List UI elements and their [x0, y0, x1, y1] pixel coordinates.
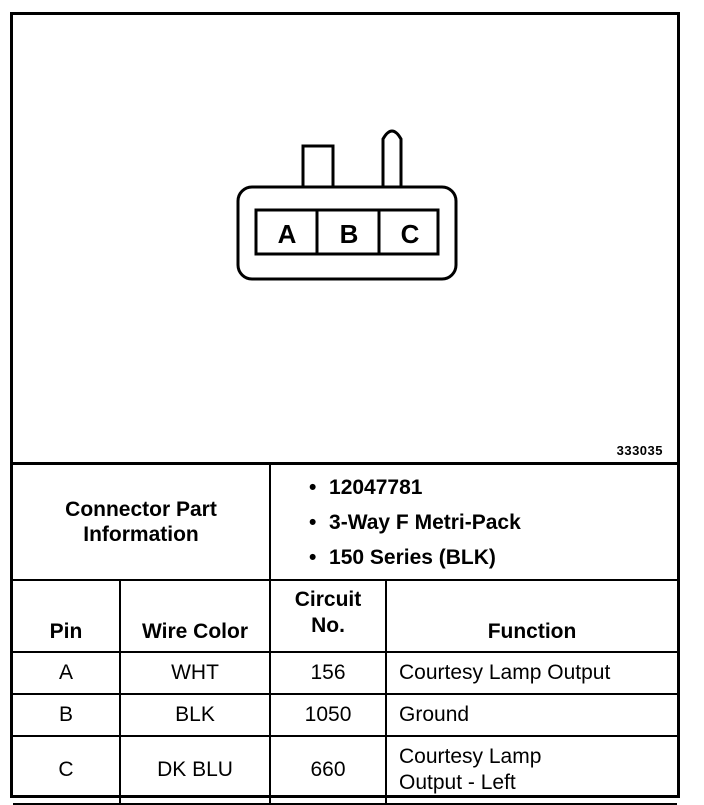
- pin-label-c: C: [400, 219, 420, 249]
- table-row: [13, 694, 677, 736]
- function-cell: [386, 736, 677, 804]
- function-cell-text: Courtesy Lamp Output - Left: [399, 745, 542, 794]
- part-number: 12047781: [329, 475, 423, 499]
- header-function: Function: [386, 580, 677, 652]
- connector-info-label: [13, 465, 270, 580]
- header-circuit-no: [270, 580, 386, 652]
- pin-cell: A: [13, 652, 120, 694]
- function-cell: Ground: [386, 694, 677, 736]
- function-cell: Courtesy Lamp Output: [386, 652, 677, 694]
- wire-color-cell: BLK: [120, 694, 270, 736]
- pin-label-b: B: [339, 219, 359, 249]
- connector-rounded-latch: [383, 131, 401, 190]
- bullet-icon: •: [309, 475, 317, 499]
- connector-table: [13, 465, 677, 805]
- connector-face-drawing: [13, 15, 677, 463]
- header-wire-color: Wire Color: [120, 580, 270, 652]
- connector-series: 150 Series (BLK): [329, 545, 496, 569]
- connector-sheet: [10, 12, 680, 798]
- connector-detail-item: [309, 540, 677, 575]
- connector-detail-item: [309, 505, 677, 540]
- connector-detail-item: [309, 470, 677, 505]
- connector-diagram: [13, 15, 677, 465]
- circuit-no-cell: 1050: [270, 694, 386, 736]
- wire-color-cell: DK BLU: [120, 736, 270, 804]
- pin-cell: C: [13, 736, 120, 804]
- bullet-icon: •: [309, 545, 317, 569]
- connector-info-row: [13, 465, 677, 580]
- connector-square-tab: [303, 146, 333, 190]
- circuit-no-cell: 156: [270, 652, 386, 694]
- connector-info-label-text: Connector Part Information: [65, 498, 217, 546]
- figure-id: 333035: [616, 443, 663, 458]
- header-row: [13, 580, 677, 652]
- bullet-icon: •: [309, 510, 317, 534]
- circuit-no-cell: 660: [270, 736, 386, 804]
- table-row: [13, 736, 677, 804]
- table-row: [13, 652, 677, 694]
- wire-color-cell: WHT: [120, 652, 270, 694]
- connector-info-details: [270, 465, 677, 580]
- pin-label-a: A: [277, 219, 297, 249]
- header-circuit-no-text: Circuit No.: [294, 588, 362, 637]
- pin-cell: B: [13, 694, 120, 736]
- header-pin: Pin: [13, 580, 120, 652]
- connector-type: 3-Way F Metri-Pack: [329, 510, 521, 534]
